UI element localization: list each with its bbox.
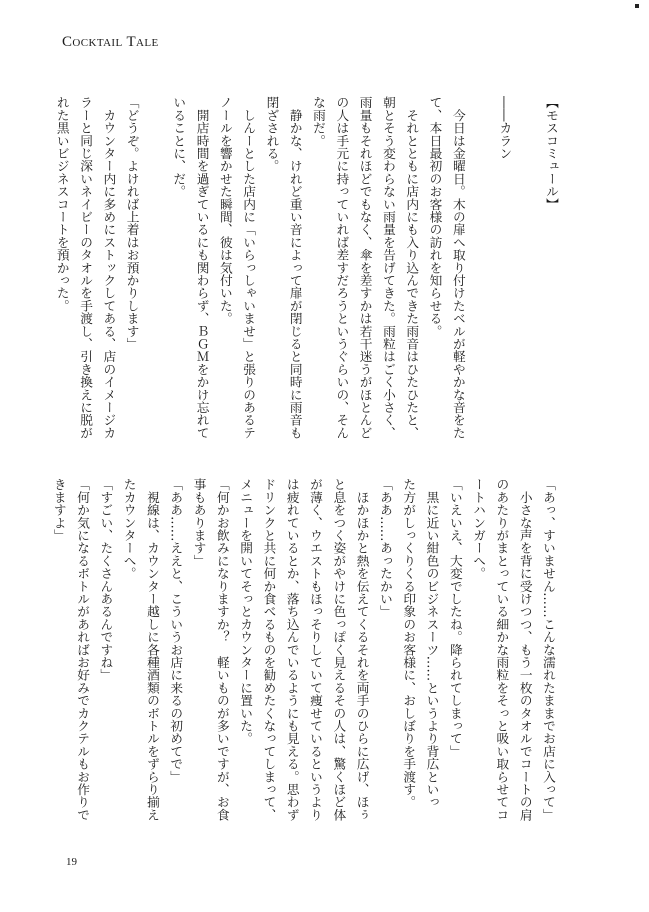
top-line: それとともに店内にも入り込んできた雨音はひたひたと、: [404, 96, 420, 439]
bottom-line: た方がしっくりくる印象のお客様に、おしぼりを手渡す。: [401, 478, 417, 809]
bottom-line: 「何かお飲みになりますか？ 軽いものが多いですが、お食: [214, 478, 230, 821]
bottom-line: 事もあります」: [191, 478, 207, 567]
top-line: 【モスコミュール】: [544, 96, 559, 211]
corner-mark: [635, 4, 639, 8]
bottom-line: 「あっ、すいません……こんな濡れたままでお店に入って」: [541, 478, 556, 821]
top-line: しんーとした店内に「いらっしゃいませ」と張りのあるテ: [241, 96, 257, 439]
bottom-line: たカウンターへ。: [121, 478, 137, 580]
top-line: カウンター内に多めにストックしてある、店のイメージカ: [101, 96, 117, 439]
top-line: [144, 96, 167, 436]
bottom-line: は疲れているとか、落ち込んでいるようにも見える。思わず: [284, 478, 300, 821]
bottom-line: メニューを開いてそっとカウンターに置いた。: [238, 478, 254, 745]
top-line: て、本日最初のお客様の訪れを知らせる。: [427, 96, 443, 338]
bottom-text-block: [47, 478, 560, 821]
bottom-line: のあたりがまとっている細かな雨粒をそっと吸い取らせてコ: [494, 478, 510, 821]
bottom-line: 「ああ……ええと、こういうお店に来るの初めてで」: [168, 478, 184, 783]
bottom-line: と息をつく姿がやけに色っぽく見えるその人は、驚くほど体: [331, 478, 347, 821]
top-line: 閉ざされる。: [264, 96, 280, 173]
bottom-line: 小さな声を背に受けつつ、もう一枚のタオルでコートの肩: [517, 478, 533, 821]
top-line: な雨だ。: [311, 96, 327, 147]
running-header-title: Cocktail Tale: [62, 34, 159, 50]
bottom-line: ほかほかと熱を伝えてくるそれを両手のひらに広げ、ほぅ: [354, 478, 370, 821]
top-line: 朝とそう変わらない雨量を告げてきた。雨粒はごく小さく、: [380, 96, 396, 439]
top-line: 雨量もそれほどでもなく、傘を差すかは若干迷うがほとんど: [357, 96, 373, 439]
bottom-line: 黒に近い紺色のビジネスーツ……というより背広といっ: [424, 478, 440, 809]
top-line: 開店時間を過ぎているにも関わらず、ＢＧＭをかけ忘れて: [194, 96, 210, 439]
bottom-line: 「何か気になるボトルがあればお好みでカクテルもお作りで: [75, 478, 91, 821]
page-number: 19: [66, 856, 77, 868]
bottom-line: ートハンガーへ。: [471, 478, 487, 580]
top-line: 今日は金曜日。木の扉へ取り付けたベルが軽やかな音をた: [450, 96, 466, 439]
top-line: [516, 96, 539, 436]
top-text-block: [50, 96, 563, 439]
bottom-line: が薄く、ウエストもほっそりしていて痩せているというより: [308, 478, 324, 821]
top-line: ラーと同じ深いネイビーのタオルを手渡し、引き換えに脱が: [78, 96, 94, 439]
bottom-line: ドリンクと共に何か食べるものを勧めたくなってしまって、: [261, 478, 277, 821]
top-line: の人は手元に持っていれば差すだろうというぐらいの、そん: [334, 96, 350, 439]
top-line: ノールを響かせた瞬間、彼は気付いた。: [217, 96, 233, 325]
bottom-line: 「すごい、たくさんあるんですね」: [98, 478, 114, 682]
top-line: いることに、だ。: [171, 96, 187, 198]
top-line: 静かな、けれど重い音によって扉が閉じると同時に雨音も: [287, 96, 303, 439]
bottom-line: きますよ」: [51, 478, 67, 542]
bottom-line: 「ああ……あったかい」: [377, 478, 393, 618]
top-line: ――カラン: [497, 96, 513, 160]
bottom-line: 視線は、カウンター越しに各種酒類のボトルをずらり揃え: [144, 478, 160, 821]
bottom-line: 「いえいえ、大変でしたね。降られてしまって」: [447, 478, 463, 758]
top-line: れた黒いビジネスコートを預かった。: [54, 96, 70, 312]
top-line: 「どうぞ。よければ上着はお預かりします」: [124, 96, 140, 350]
top-line: [470, 96, 493, 436]
